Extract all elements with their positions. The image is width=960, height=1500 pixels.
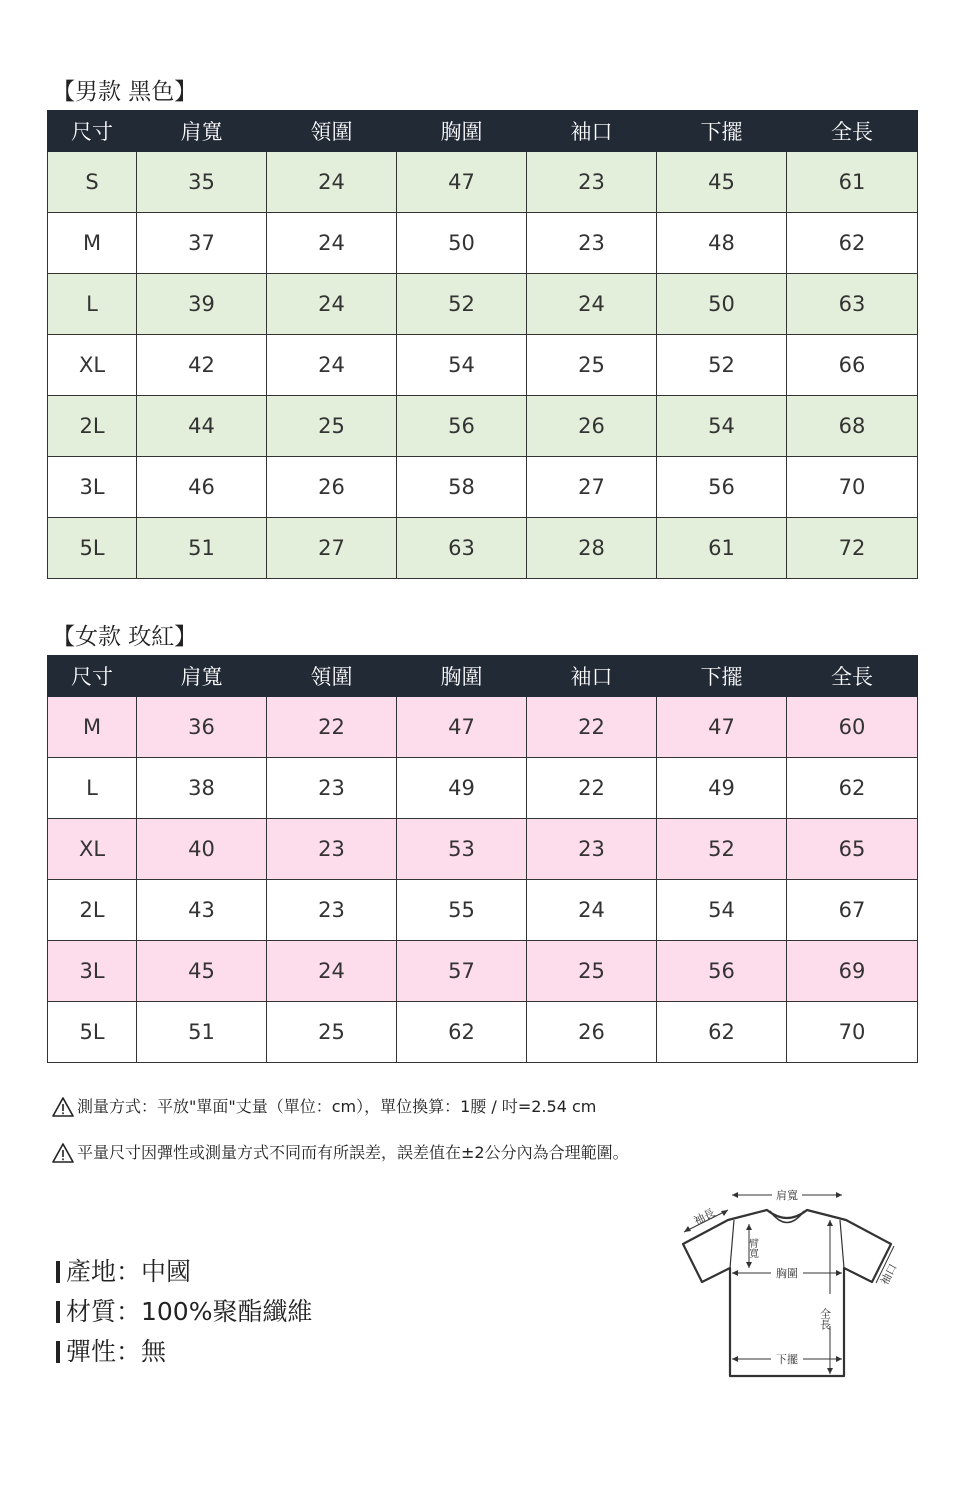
table-row <box>48 697 918 758</box>
cell-hem: 54 <box>657 396 787 457</box>
cell-shoulder: 35 <box>137 152 267 213</box>
bullet-bar <box>56 1341 60 1363</box>
bullet-bar <box>56 1301 60 1323</box>
header-length: 全長 <box>787 656 918 697</box>
header-size: 尺寸 <box>48 111 137 152</box>
cell-chest: 63 <box>397 518 527 579</box>
warning-icon <box>52 1097 74 1117</box>
header-shoulder: 肩寬 <box>137 111 267 152</box>
cell-length: 61 <box>787 152 918 213</box>
table-row <box>48 518 918 579</box>
cell-cuff: 27 <box>527 457 657 518</box>
women-section-title: 【女款 玫紅】 <box>52 624 198 650</box>
cell-shoulder: 51 <box>137 1002 267 1063</box>
label-chest: 胸圍 <box>776 1267 798 1280</box>
label-sleeve-length: 袖長 <box>691 1206 718 1228</box>
cell-size: M <box>48 213 137 274</box>
cell-shoulder: 36 <box>137 697 267 758</box>
cell-length: 66 <box>787 335 918 396</box>
cell-cuff: 26 <box>527 396 657 457</box>
header-cuff: 袖口 <box>527 111 657 152</box>
header-chest: 胸圍 <box>397 111 527 152</box>
cell-length: 63 <box>787 274 918 335</box>
elasticity-text: 彈性：無 <box>66 1337 167 1366</box>
cell-shoulder: 43 <box>137 880 267 941</box>
label-arm-width: 臂寬 <box>746 1238 758 1258</box>
cell-cuff: 24 <box>527 274 657 335</box>
warning-icon <box>52 1143 74 1163</box>
cell-length: 67 <box>787 880 918 941</box>
cell-cuff: 23 <box>527 819 657 880</box>
table-row <box>48 457 918 518</box>
cell-size: 5L <box>48 518 137 579</box>
cell-shoulder: 46 <box>137 457 267 518</box>
cell-neck: 27 <box>267 518 397 579</box>
cell-cuff: 26 <box>527 1002 657 1063</box>
cell-length: 70 <box>787 1002 918 1063</box>
header-neck: 領圍 <box>267 111 397 152</box>
cell-shoulder: 44 <box>137 396 267 457</box>
cell-hem: 52 <box>657 819 787 880</box>
cell-length: 62 <box>787 213 918 274</box>
cell-size: 5L <box>48 1002 137 1063</box>
cell-hem: 50 <box>657 274 787 335</box>
material-info <box>56 1296 312 1328</box>
label-hem: 下擺 <box>776 1353 798 1366</box>
cell-cuff: 22 <box>527 758 657 819</box>
cell-neck: 24 <box>267 274 397 335</box>
tshirt-measurement-diagram <box>670 1180 920 1385</box>
cell-neck: 23 <box>267 758 397 819</box>
header-length: 全長 <box>787 111 918 152</box>
table-row <box>48 335 918 396</box>
men-size-table <box>47 110 918 579</box>
cell-hem: 62 <box>657 1002 787 1063</box>
cell-neck: 24 <box>267 941 397 1002</box>
cell-size: 2L <box>48 396 137 457</box>
cell-neck: 26 <box>267 457 397 518</box>
cell-neck: 24 <box>267 213 397 274</box>
cell-cuff: 23 <box>527 213 657 274</box>
tolerance-note-text: 平量尺寸因彈性或測量方式不同而有所誤差，誤差值在±2公分內為合理範圍。 <box>77 1143 629 1162</box>
cell-neck: 25 <box>267 1002 397 1063</box>
table-row <box>48 396 918 457</box>
cell-hem: 47 <box>657 697 787 758</box>
cell-neck: 25 <box>267 396 397 457</box>
cell-shoulder: 42 <box>137 335 267 396</box>
material-text: 材質：100%聚酯纖維 <box>66 1297 313 1326</box>
cell-size: L <box>48 274 137 335</box>
cell-chest: 47 <box>397 697 527 758</box>
cell-size: XL <box>48 819 137 880</box>
cell-chest: 54 <box>397 335 527 396</box>
cell-length: 68 <box>787 396 918 457</box>
cell-chest: 47 <box>397 152 527 213</box>
cell-hem: 54 <box>657 880 787 941</box>
table-header-row <box>48 656 918 697</box>
cell-chest: 50 <box>397 213 527 274</box>
table-row <box>48 274 918 335</box>
cell-cuff: 25 <box>527 941 657 1002</box>
table-row <box>48 758 918 819</box>
cell-shoulder: 39 <box>137 274 267 335</box>
table-row <box>48 880 918 941</box>
cell-cuff: 28 <box>527 518 657 579</box>
label-shoulder: 肩寬 <box>776 1189 798 1202</box>
cell-hem: 56 <box>657 457 787 518</box>
table-header-row <box>48 111 918 152</box>
cell-length: 60 <box>787 697 918 758</box>
cell-neck: 23 <box>267 880 397 941</box>
cell-size: 2L <box>48 880 137 941</box>
label-cuff: 袖口 <box>878 1261 900 1288</box>
cell-size: 3L <box>48 941 137 1002</box>
cell-hem: 48 <box>657 213 787 274</box>
cell-neck: 22 <box>267 697 397 758</box>
cell-shoulder: 45 <box>137 941 267 1002</box>
measurement-note <box>52 1096 596 1118</box>
cell-length: 72 <box>787 518 918 579</box>
cell-size: M <box>48 697 137 758</box>
cell-cuff: 25 <box>527 335 657 396</box>
bullet-bar <box>56 1261 60 1283</box>
table-row <box>48 941 918 1002</box>
label-length: 全長 <box>818 1308 832 1330</box>
cell-hem: 45 <box>657 152 787 213</box>
cell-size: S <box>48 152 137 213</box>
cell-hem: 56 <box>657 941 787 1002</box>
cell-size: XL <box>48 335 137 396</box>
cell-chest: 53 <box>397 819 527 880</box>
cell-shoulder: 37 <box>137 213 267 274</box>
cell-chest: 56 <box>397 396 527 457</box>
cell-size: 3L <box>48 457 137 518</box>
header-chest: 胸圍 <box>397 656 527 697</box>
header-shoulder: 肩寬 <box>137 656 267 697</box>
cell-neck: 23 <box>267 819 397 880</box>
measurement-note-text: 測量方式：平放"單面"丈量（單位：cm），單位換算：1腰 / 吋=2.54 cm <box>77 1097 597 1116</box>
cell-neck: 24 <box>267 335 397 396</box>
table-row <box>48 213 918 274</box>
cell-chest: 49 <box>397 758 527 819</box>
elasticity-info <box>56 1336 166 1368</box>
cell-shoulder: 40 <box>137 819 267 880</box>
women-size-table <box>47 655 918 1063</box>
cell-hem: 49 <box>657 758 787 819</box>
cell-cuff: 23 <box>527 152 657 213</box>
cell-chest: 55 <box>397 880 527 941</box>
men-section-title: 【男款 黑色】 <box>52 79 198 105</box>
cell-shoulder: 38 <box>137 758 267 819</box>
cell-hem: 52 <box>657 335 787 396</box>
tolerance-note <box>52 1142 629 1164</box>
header-size: 尺寸 <box>48 656 137 697</box>
origin-text: 產地：中國 <box>66 1257 192 1286</box>
cell-cuff: 24 <box>527 880 657 941</box>
table-row <box>48 152 918 213</box>
cell-size: L <box>48 758 137 819</box>
cell-chest: 52 <box>397 274 527 335</box>
cell-neck: 24 <box>267 152 397 213</box>
cell-length: 65 <box>787 819 918 880</box>
header-hem: 下擺 <box>657 656 787 697</box>
header-hem: 下擺 <box>657 111 787 152</box>
cell-hem: 61 <box>657 518 787 579</box>
table-row <box>48 819 918 880</box>
cell-length: 69 <box>787 941 918 1002</box>
header-cuff: 袖口 <box>527 656 657 697</box>
header-neck: 領圍 <box>267 656 397 697</box>
cell-chest: 62 <box>397 1002 527 1063</box>
cell-shoulder: 51 <box>137 518 267 579</box>
cell-chest: 57 <box>397 941 527 1002</box>
cell-chest: 58 <box>397 457 527 518</box>
cell-length: 70 <box>787 457 918 518</box>
table-row <box>48 1002 918 1063</box>
cell-cuff: 22 <box>527 697 657 758</box>
cell-length: 62 <box>787 758 918 819</box>
origin-info <box>56 1256 191 1288</box>
